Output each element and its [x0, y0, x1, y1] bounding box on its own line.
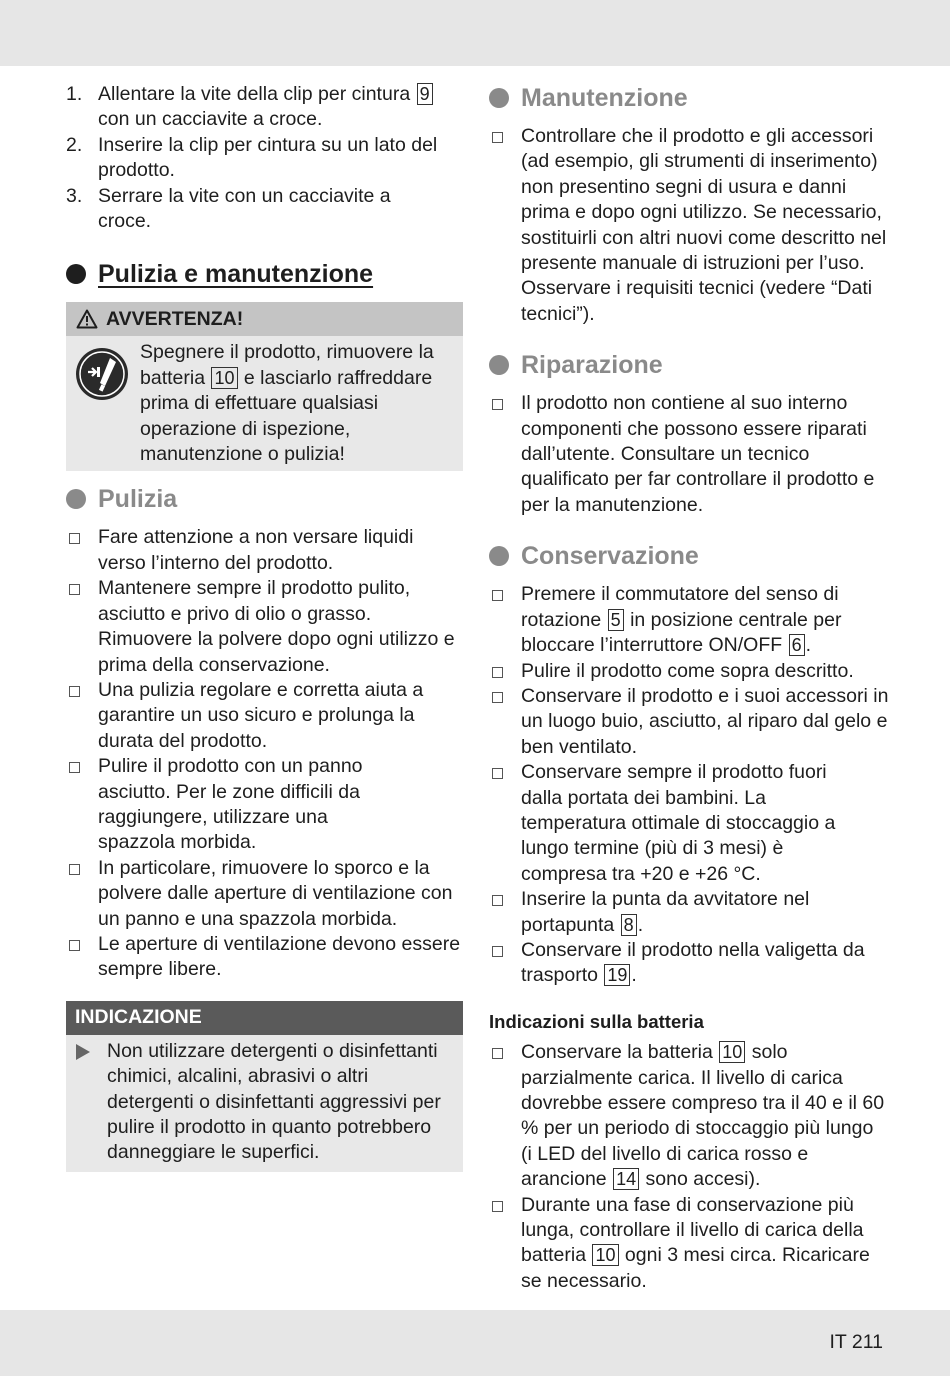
- checkbox-square-icon: [492, 1048, 503, 1059]
- bullet-dot-icon: [66, 489, 86, 509]
- item-text: Conservare il prodotto nella valigetta da trasporto: [521, 938, 865, 987]
- note-body: [66, 1035, 463, 1172]
- warning-text-part: Spegnere il prodotto, rimuovere la batteria: [140, 341, 434, 389]
- warning-header: [66, 302, 463, 336]
- page-number: IT 211: [829, 1331, 883, 1353]
- item-text: .: [631, 964, 637, 987]
- list-item: [66, 856, 463, 932]
- item-text: sono accesi).: [640, 1168, 761, 1191]
- step-text: Allentare la vite della clip per cintura: [98, 83, 416, 105]
- checkbox-square-icon: [69, 864, 80, 875]
- item-text: in posizione centrale per bloccare l’interruttore ON/OFF: [521, 608, 842, 657]
- item-text: Conservare sempre il prodotto fuori dalla portata dei bambini. La temperatura ottimale di stoccaggio a lungo termine (più di 3 mesi) è compresa tra +20 e +26 °C.: [521, 761, 836, 885]
- part-ref: 9: [417, 83, 433, 105]
- list-item: [489, 582, 889, 658]
- part-ref: 10: [719, 1041, 745, 1063]
- item-text: Pulire il prodotto con un panno asciutto. Per le zone difficili da raggiungere, utilizzare una spazzola morbida.: [98, 755, 363, 854]
- item-text: Inserire la punta da avvitatore nel portapunta: [521, 888, 810, 936]
- list-item: [66, 932, 463, 983]
- item-text: Durante una fase di conservazione più lunga, controllare il livello di carica della batteria: [521, 1193, 864, 1267]
- checkbox-square-icon: [492, 768, 503, 779]
- warning-text-part: e lasciarlo raffreddare prima di effettuare qualsiasi operazione di ispezione, manutenzione o pulizia!: [140, 366, 433, 466]
- checkbox-square-icon: [69, 940, 80, 951]
- note-box: [66, 1001, 463, 1172]
- heading-text: Manutenzione: [521, 84, 688, 112]
- step-number: 1.: [66, 83, 83, 105]
- item-text: Conservare il prodotto e i suoi accessori in un luogo buio, asciutto, al riparo dal gelo e ben ventilato.: [521, 684, 889, 758]
- step-text: Inserire la clip per cintura su un lato del prodotto.: [98, 133, 438, 182]
- item-text: Pulire il prodotto come sopra descritto.: [521, 659, 854, 682]
- item-text: Fare attenzione a non versare liquidi verso l’interno del prodotto.: [98, 526, 414, 574]
- numbered-steps: [66, 82, 463, 234]
- heading-text: Riparazione: [521, 351, 663, 380]
- section-heading-pulizia: [66, 483, 463, 515]
- item-text: Mantenere sempre il prodotto pulito, asciutto e privo di olio o grasso. Rimuovere la polvere dopo ogni utilizzo e prima della conservazione.: [98, 577, 455, 676]
- item-text: solo parzialmente carica. Il livello di carica dovrebbe essere compreso tra il 40 e il 60 % per un periodo di stoccaggio più lungo (i LED del livello di carica rosso e arancione: [521, 1041, 885, 1191]
- checkbox-square-icon: [492, 132, 503, 143]
- item-text: Premere il commutatore del senso di rotazione: [521, 583, 839, 631]
- part-ref: 14: [613, 1168, 639, 1190]
- heading-text: Conservazione: [521, 542, 699, 571]
- list-item: [489, 659, 889, 684]
- right-column: [489, 82, 889, 1294]
- item-text: Una pulizia regolare e corretta aiuta a garantire un uso sicuro e prolunga la durata del prodotto.: [98, 678, 424, 752]
- list-item: [66, 133, 463, 184]
- item-text: Conservare la batteria: [521, 1041, 719, 1064]
- battery-subheading: Indicazioni sulla batteria: [489, 1010, 704, 1032]
- warning-body: [66, 336, 463, 471]
- checkbox-square-icon: [492, 895, 503, 906]
- part-ref: 6: [789, 634, 805, 656]
- list-item: [66, 184, 463, 235]
- checkbox-square-icon: [69, 584, 80, 595]
- list-item: [489, 760, 889, 887]
- note-title: INDICAZIONE: [66, 1001, 463, 1035]
- unplug-before-maintenance-icon: [74, 346, 130, 402]
- list-item: [66, 525, 463, 576]
- step-number: 2.: [66, 133, 83, 156]
- heading-text: Pulizia e manutenzione: [98, 260, 374, 289]
- checkbox-square-icon: [492, 667, 503, 678]
- part-ref: 10: [211, 367, 237, 389]
- section-heading-pulizia-manutenzione: [66, 258, 463, 290]
- batteria-list: [489, 1040, 889, 1294]
- section-heading-riparazione: [489, 349, 889, 381]
- section-heading-manutenzione: [489, 82, 889, 114]
- warning-box: [66, 302, 463, 471]
- list-item: [489, 887, 889, 938]
- note-text: Non utilizzare detergenti o disinfettanti chimici, alcalini, abrasivi o altri detergenti o disinfettanti aggressivi per pulire il prodotto in quanto potrebbero danneggiare le superfici.: [107, 1039, 441, 1164]
- part-ref: 10: [592, 1244, 618, 1266]
- bullet-dot-icon: [489, 88, 509, 108]
- item-text: ogni 3 mesi circa. Ricaricare se necessario.: [521, 1244, 870, 1292]
- item-text: Il prodotto non contiene al suo interno componenti che possono essere riparati dall’utente. Consultare un tecnico qualificato per far controllare il prodotto e per la manutenzione.: [521, 392, 875, 516]
- arrow-right-icon: [76, 1044, 90, 1060]
- checkbox-square-icon: [492, 1201, 503, 1212]
- item-text: Le aperture di ventilazione devono essere sempre libere.: [98, 932, 461, 981]
- item-text: Controllare che il prodotto e gli accessori (ad esempio, gli strumenti di inserimento) non presentino segni di usura e danni prima e dopo ogni utilizzo. Se necessario, sostituirli con altri nuovi come descritto nel presente manuale di istruzioni per l’uso. Osservare i requisiti tecnici (vedere “Dati tecnici”).: [521, 125, 887, 325]
- bullet-dot-icon: [489, 546, 509, 566]
- bullet-dot-icon: [66, 264, 86, 284]
- list-item: [489, 684, 889, 760]
- item-text: .: [637, 913, 644, 936]
- checkbox-square-icon: [492, 399, 503, 410]
- item-text: .: [805, 634, 812, 657]
- checkbox-square-icon: [69, 762, 80, 773]
- list-item: [66, 576, 463, 678]
- header-band: [0, 0, 950, 66]
- step-text: con un cacciavite a croce.: [98, 108, 323, 131]
- part-ref: 5: [608, 609, 624, 631]
- riparazione-list: [489, 391, 889, 518]
- checkbox-square-icon: [492, 692, 503, 703]
- checkbox-square-icon: [492, 946, 503, 957]
- left-column: [66, 82, 463, 1172]
- pulizia-list: [66, 525, 463, 982]
- list-item: [489, 1193, 889, 1295]
- part-ref: 8: [621, 914, 637, 936]
- step-number: 3.: [66, 184, 83, 207]
- warning-text: [140, 340, 453, 467]
- step-text: Serrare la vite con un cacciavite a croce.: [98, 184, 391, 233]
- list-item: [66, 678, 463, 754]
- list-item: [66, 754, 463, 856]
- section-heading-conservazione: [489, 540, 889, 572]
- list-item: [66, 82, 463, 133]
- item-text: In particolare, rimuovere lo sporco e la polvere dalle aperture di ventilazione con un panno e una spazzola morbida.: [98, 856, 453, 930]
- list-item: [489, 391, 889, 518]
- bullet-dot-icon: [489, 355, 509, 375]
- warning-triangle-icon: [76, 309, 98, 329]
- list-item: [489, 1040, 889, 1192]
- checkbox-square-icon: [492, 590, 503, 601]
- manutenzione-list: [489, 124, 889, 327]
- checkbox-square-icon: [69, 533, 80, 544]
- heading-text: Pulizia: [98, 485, 178, 514]
- footer-band: [0, 1310, 950, 1376]
- part-ref: 19: [604, 964, 630, 986]
- list-item: [489, 124, 889, 327]
- conservazione-list: [489, 582, 889, 989]
- warning-title: AVVERTENZA!: [106, 307, 244, 330]
- checkbox-square-icon: [69, 686, 80, 697]
- list-item: [489, 938, 889, 989]
